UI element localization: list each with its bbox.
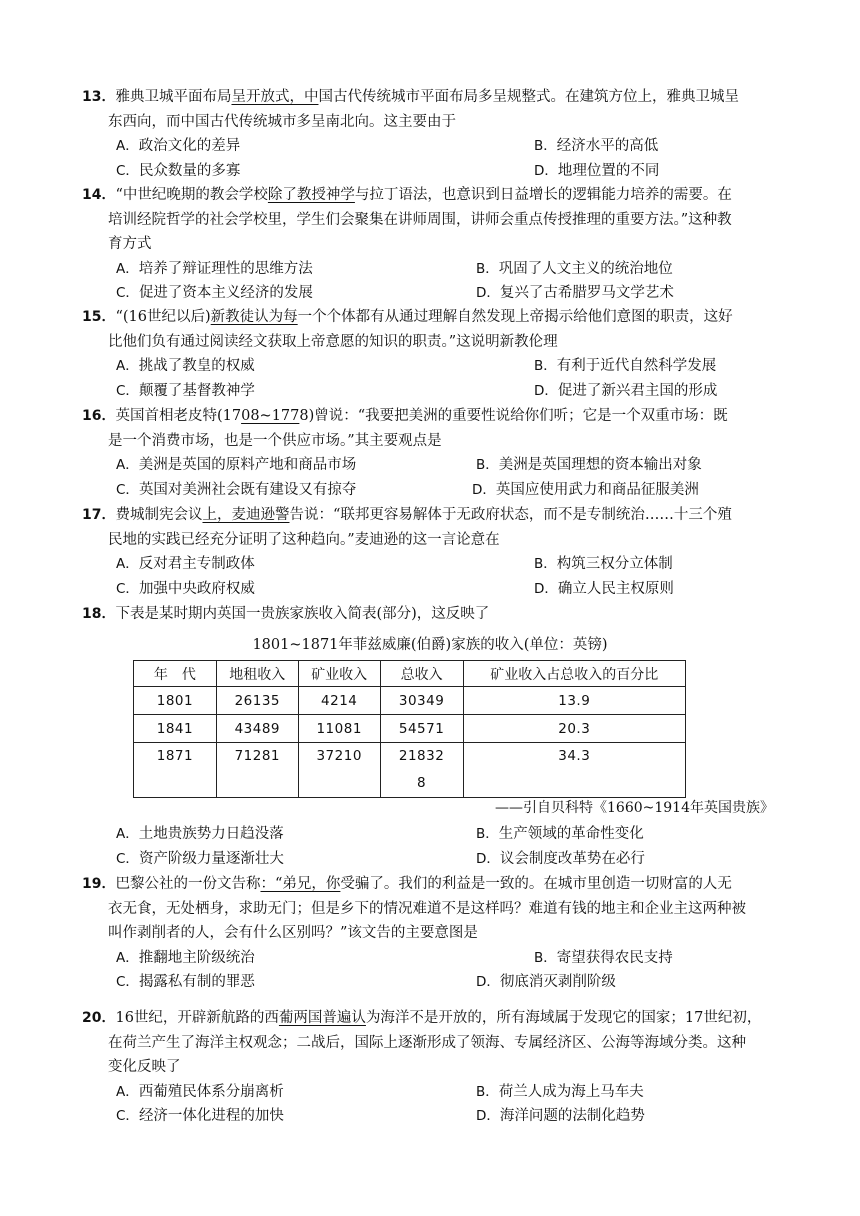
option-b[interactable]: B．有利于近代自然科学发展	[534, 358, 717, 374]
option-b[interactable]: B．巩固了人文主义的统治地位	[476, 260, 673, 277]
question-15-options	[108, 354, 828, 403]
question-15-stem: 15．“(16世纪以后)新教徒认为每一个个体都有从通过理解自然发现上帝揭示给他们意图的职责，这好	[82, 309, 733, 325]
table-cell: 26135	[216, 687, 298, 715]
option-b[interactable]: B．美洲是英国理想的资本输出对象	[476, 457, 702, 473]
option-b[interactable]: B．经济水平的高低	[534, 138, 659, 154]
header-cell: 地租收入	[216, 661, 298, 687]
option-d[interactable]: D．促进了新兴君主国的形成	[534, 382, 718, 399]
question-18-answers	[82, 822, 802, 871]
option-a[interactable]: A．挑战了教皇的权威	[116, 358, 255, 374]
question-20-options	[108, 1080, 828, 1129]
option-c[interactable]: C．揭露私有制的罪恶	[116, 974, 255, 990]
option-a[interactable]: A．政治文化的差异	[116, 138, 241, 154]
option-c[interactable]: C．颠覆了基督教神学	[116, 382, 255, 399]
option-b[interactable]: B．荷兰人成为海上马车夫	[476, 1083, 644, 1100]
question-15: 15．“(16世纪以后)新教徒认为每一个个体都有从通过理解自然发现上帝揭示给他们意图的职责，这好 比他们负有通过阅读经文获取上帝意愿的知识的职责。”这说明新教伦理 A．挑战了教皇的权威 B．有利于近代自然科学发展 C．颠覆了基督教神学 D．促进了新兴君主国的形成	[82, 305, 802, 403]
question-20: 20．16世纪，开辟新航路的西葡两国普遍认为海洋不是开放的，所有海域属于发现它的国家；17世纪初， 在荷兰产生了海洋主权观念；二战后，国际上逐渐形成了领海、专属经济区、公海等海域分类。这种 变化反映了 A．西葡殖民体系分崩离析 B．荷兰人成为海上马车夫 C．经济一体化进程的加快 D．海洋问题的法制化趋势	[82, 1006, 802, 1129]
question-13-options	[108, 134, 828, 183]
question-18-stem: 18．下表是某时期内英国一贵族家族收入简表(部分)，这反映了	[82, 606, 490, 622]
income-table	[133, 660, 686, 798]
table-row	[134, 687, 686, 715]
option-c[interactable]: C．资产阶级力量逐渐壮大	[116, 850, 284, 867]
question-number: 19．	[82, 876, 116, 892]
header-cell: 年 代	[134, 661, 217, 687]
table-cell: 1841	[134, 715, 217, 743]
question-16-stem: 16．英国首相老皮特(1708~1778)曾说：“我要把美洲的重要性说给你们听；它是一个双重市场：既	[82, 408, 728, 424]
header-cell: 矿业收入	[298, 661, 380, 687]
option-b[interactable]: B．构筑三权分立体制	[534, 556, 673, 572]
question-17-options	[108, 552, 828, 601]
question-18	[82, 602, 802, 627]
option-d[interactable]: D．海洋问题的法制化趋势	[476, 1108, 645, 1124]
option-a[interactable]: A．西葡殖民体系分崩离析	[116, 1083, 284, 1100]
question-19: 19．巴黎公社的一份文告称：“弟兄，你受骗了。我们的利益是一致的。在城市里创造一切财富的人无 衣无食，无处栖身，求助无门；但是乡下的情况难道不是这样吗？难道有钱的地主和企业主这两种被 叫作剥削者的人，会有什么区别吗？”该文告的主要意图是 A．推翻地主阶级统治 B．寄望获得农民支持 C．揭露私有制的罪恶 D．彻底消灭剥削阶级	[82, 872, 802, 995]
table-cell: 20.3	[463, 715, 685, 743]
question-13-stem: 13．雅典卫城平面布局呈开放式，中国古代传统城市平面布局多呈规整式。在建筑方位上，雅典卫城呈	[82, 89, 739, 105]
option-a[interactable]: A．反对君主专制政体	[116, 556, 255, 572]
option-d[interactable]: D．英国应使用武力和商品征服美洲	[472, 481, 699, 498]
question-number: 13．	[82, 89, 116, 105]
question-14-options	[108, 257, 828, 306]
header-cell: 矿业收入占总收入的百分比	[463, 661, 685, 687]
option-c[interactable]: C．加强中央政府权威	[116, 580, 255, 597]
option-d[interactable]: D．地理位置的不同	[534, 162, 660, 179]
table-source: ——引自贝科特《1660~1914年英国贵族》	[495, 800, 774, 816]
option-c[interactable]: C．英国对美洲社会既有建设又有掠夺	[116, 481, 357, 498]
table-header-row	[134, 661, 686, 687]
header-cell: 总收入	[380, 661, 463, 687]
question-19-options	[108, 946, 828, 995]
table-cell: 1871	[134, 743, 217, 798]
table-cell: 4214	[298, 687, 380, 715]
question-16-options	[108, 453, 828, 502]
option-c[interactable]: C．促进了资本主义经济的发展	[116, 285, 313, 301]
option-a[interactable]: A．推翻地主阶级统治	[116, 949, 255, 966]
table-cell: 30349	[380, 687, 463, 715]
table-cell: 43489	[216, 715, 298, 743]
question-19-stem: 19．巴黎公社的一份文告称：“弟兄，你受骗了。我们的利益是一致的。在城市里创造一切财富的人无	[82, 876, 732, 892]
question-16: 16．英国首相老皮特(1708~1778)曾说：“我要把美洲的重要性说给你们听；它是一个双重市场：既 是一个消费市场，也是一个供应市场。”其主要观点是 A．美洲是英国的原料产地和商品市场 B．美洲是英国理想的资本输出对象 C．英国对美洲社会既有建设又有掠夺 D．英国应使用武力和商品征服美洲	[82, 404, 802, 502]
table-cell: 37210	[298, 743, 380, 798]
option-d[interactable]: D．彻底消灭剥削阶级	[476, 974, 616, 990]
table-row	[134, 715, 686, 743]
option-c[interactable]: C．民众数量的多寡	[116, 162, 241, 179]
table-cell: 54571	[380, 715, 463, 743]
option-a[interactable]: A．美洲是英国的原料产地和商品市场	[116, 457, 357, 473]
option-d[interactable]: D．复兴了古希腊罗马文学艺术	[476, 285, 674, 301]
question-14-stem: 14．“中世纪晚期的教会学校除了教授神学与拉丁语法，也意识到日益增长的逻辑能力培养的需要。在	[82, 187, 732, 203]
table-cell: 21832 8	[380, 743, 463, 798]
option-a[interactable]: A．土地贵族势力日趋没落	[116, 826, 284, 842]
question-number: 18．	[82, 606, 116, 622]
question-number: 14．	[82, 187, 116, 203]
question-18-options	[108, 822, 828, 871]
question-20-stem: 20．16世纪，开辟新航路的西葡两国普遍认为海洋不是开放的，所有海域属于发现它的国家；17世纪初，	[82, 1010, 762, 1026]
question-14: 14．“中世纪晚期的教会学校除了教授神学与拉丁语法，也意识到日益增长的逻辑能力培养的需要。在 培训经院哲学的社会学校里，学生们会聚集在讲师周围，讲师会重点传授推理的重要方法。”这种教 育方式 A．培养了辩证理性的思维方法 B．巩固了人文主义的统治地位 C．促进了资本主义经济的发展 D．复兴了古希腊罗马文学艺术	[82, 183, 802, 306]
table-title: 1801~1871年菲兹威廉(伯爵)家族的收入(单位：英镑)	[252, 637, 608, 653]
option-d[interactable]: D．确立人民主权原则	[534, 580, 674, 597]
table-cell: 11081	[298, 715, 380, 743]
question-number: 15．	[82, 309, 116, 325]
option-b[interactable]: B．生产领域的革命性变化	[476, 826, 644, 842]
option-d[interactable]: D．议会制度改革势在必行	[476, 850, 645, 867]
question-17: 17．费城制宪会议上，麦迪逊警告说：“联邦更容易解体于无政府状态，而不是专制统治……十三个殖 民地的实践已经充分证明了这种趋向。”麦迪逊的这一言论意在 A．反对君主专制政体 B．构筑三权分立体制 C．加强中央政府权威 D．确立人民主权原则	[82, 503, 802, 601]
question-number: 20．	[82, 1010, 116, 1026]
option-b[interactable]: B．寄望获得农民支持	[534, 949, 673, 966]
question-number: 17．	[82, 507, 116, 523]
table-cell: 1801	[134, 687, 217, 715]
question-17-stem: 17．费城制宪会议上，麦迪逊警告说：“联邦更容易解体于无政府状态，而不是专制统治……十三个殖	[82, 507, 732, 523]
table-cell: 34.3	[463, 743, 685, 798]
table-cell: 13.9	[463, 687, 685, 715]
table-row	[134, 743, 686, 798]
question-13: 13．雅典卫城平面布局呈开放式，中国古代传统城市平面布局多呈规整式。在建筑方位上，雅典卫城呈 东西向，而中国古代传统城市多呈南北向。这主要由于 A．政治文化的差异 B．经济水平的高低 C．民众数量的多寡 D．地理位置的不同	[82, 85, 802, 183]
option-a[interactable]: A．培养了辩证理性的思维方法	[116, 260, 313, 277]
option-c[interactable]: C．经济一体化进程的加快	[116, 1108, 284, 1124]
table-cell: 71281	[216, 743, 298, 798]
question-number: 16．	[82, 408, 116, 424]
